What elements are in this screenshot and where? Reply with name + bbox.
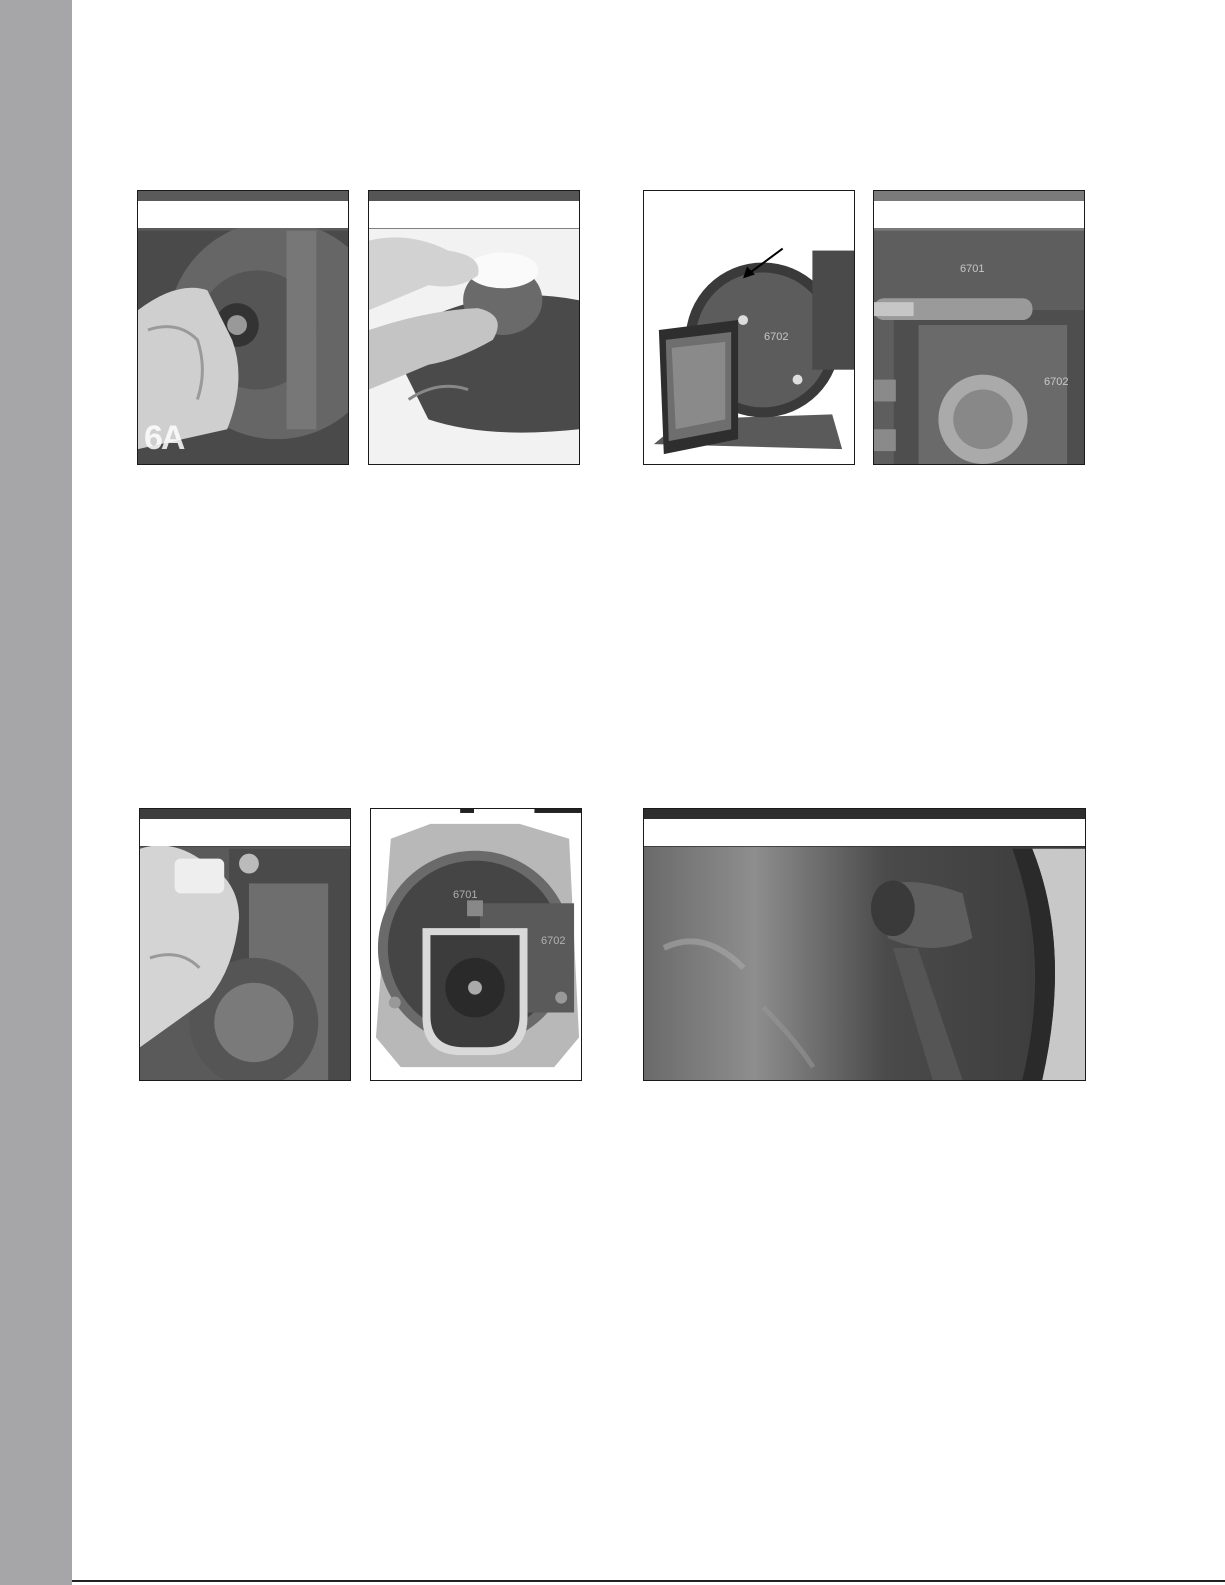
photo-caption-bar <box>140 819 350 846</box>
photo-pump-housing-arrow <box>643 190 855 465</box>
photo-caption-bar <box>138 201 348 228</box>
casting-mark-right: 6702 <box>541 935 566 947</box>
photo-pump-casing-closeup-image <box>874 191 1084 464</box>
photo-pump-casing-closeup <box>873 190 1085 465</box>
photo-bushing-hands-image <box>369 191 579 464</box>
casting-mark-left: 6701 <box>453 889 478 901</box>
photo-pump-housing-arrow-image <box>644 191 854 464</box>
casting-mark-top: 6701 <box>960 263 985 275</box>
photo-housing-gasket <box>370 808 582 1081</box>
casting-mark-side: 6702 <box>1044 376 1069 388</box>
photo-impeller-hand <box>137 190 349 465</box>
photo-caption-bar <box>369 201 579 228</box>
photo-bushing-hands <box>368 190 580 465</box>
photo-casting-wide <box>643 808 1086 1081</box>
photo-caption-bar <box>874 201 1084 228</box>
photo-hand-applying <box>139 808 351 1081</box>
photo-hand-applying-image <box>140 809 350 1080</box>
photo-caption-bar <box>644 819 1085 846</box>
casting-mark: 6702 <box>764 331 789 343</box>
photo-casting-wide-image <box>644 809 1085 1080</box>
bottom-rule <box>72 1580 1225 1582</box>
side-band <box>0 0 72 1585</box>
photo-label: 6A <box>144 419 184 457</box>
